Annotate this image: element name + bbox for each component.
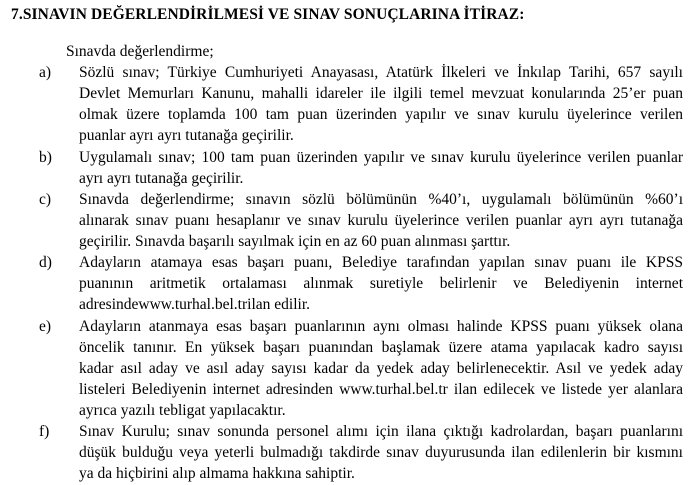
list-marker: e) — [39, 318, 52, 335]
list-marker: f) — [39, 423, 50, 440]
text-line: ya da hiçbirini alıp almama hakkına sahiptir. — [79, 465, 355, 482]
text-line: Adayların atanmaya esas başarı puanlarının aynı olması halinde KPSS puanı yüksek olana — [79, 318, 683, 335]
text-line: Sınav Kurulu; sınav sonunda personel alımı için ilana çıktığı kadrolardan, başarı puanlarını — [79, 423, 683, 440]
text-line: öncelik tanınır. En yüksek başarı puanından başlamak üzere atama yapılacak kadro sayısı — [79, 339, 683, 356]
text-line: geçirilir. Sınavda başarılı sayılmak için en az 60 puan alınması şarttır. — [79, 233, 511, 250]
text-line: Sınavda değerlendirme; sınavın sözlü bölümünün %40’ı, uygulamalı bölümünün %60’ı — [79, 191, 683, 208]
text-line: olmak üzere toplamda 100 tam puan üzerinden yapılır ve sınav kurulu üyelerince verilen — [79, 106, 683, 123]
list-marker: d) — [39, 254, 52, 271]
section-heading: 7.SINAVIN DEĞERLENDİRİLMESİ VE SINAV SONUÇLARINA İTİRAZ: — [11, 6, 525, 23]
intro-text: Sınavda değerlendirme; — [66, 43, 214, 60]
text-line: ayrı ayrı tutanağa geçirilir. — [79, 170, 244, 187]
text-line: Uygulamalı sınav; 100 tam puan üzerinden yapılır ve sınav kurulu üyelerince verilen puanlar — [79, 149, 683, 166]
text-line: adresindewww.turhal.bel.trilan edilir. — [79, 296, 310, 313]
list-marker: b) — [39, 149, 52, 166]
text-line: ayrıca yazılı tebligat yapılacaktır. — [79, 402, 286, 419]
list-marker: a) — [39, 64, 52, 81]
list-marker: c) — [39, 191, 52, 208]
text-line: listeleri Belediyenin internet adresinden www.turhal.bel.tr ilan edilecek ve listede yer alanlara — [79, 381, 683, 398]
text-line: alınarak sınav puanı hesaplanır ve sınav kurulu üyelerince verilen puanlar ayrı ayrı tutanağa — [79, 212, 683, 229]
text-line: Sözlü sınav; Türkiye Cumhuriyeti Anayasası, Atatürk İlkeleri ve İnkılap Tarihi, 657 sayılı — [79, 64, 683, 81]
text-line: düşük bulduğu veya yeterli bulmadığı takdirde sınav duyurusunda ilan edilenlerin bir kısmını — [79, 444, 683, 461]
text-line: kadar asıl aday ve asıl aday sayısı kadar da yedek aday belirlenecektir. Asıl ve yedek aday — [79, 360, 683, 377]
text-line: Devlet Memurları Kanunu, mahalli idareler ile ilgili temel mevzuat konularında 25’er puan — [79, 85, 683, 102]
text-line: puanının aritmetik ortalaması alınmak suretiyle belirlenir ve Belediyenin internet — [79, 275, 683, 292]
text-line: Adayların atamaya esas başarı puanı, Belediye tarafından yapılan sınav puanı ile KPSS — [79, 254, 683, 271]
text-line: puanlar ayrı ayrı tutanağa geçirilir. — [79, 127, 294, 144]
